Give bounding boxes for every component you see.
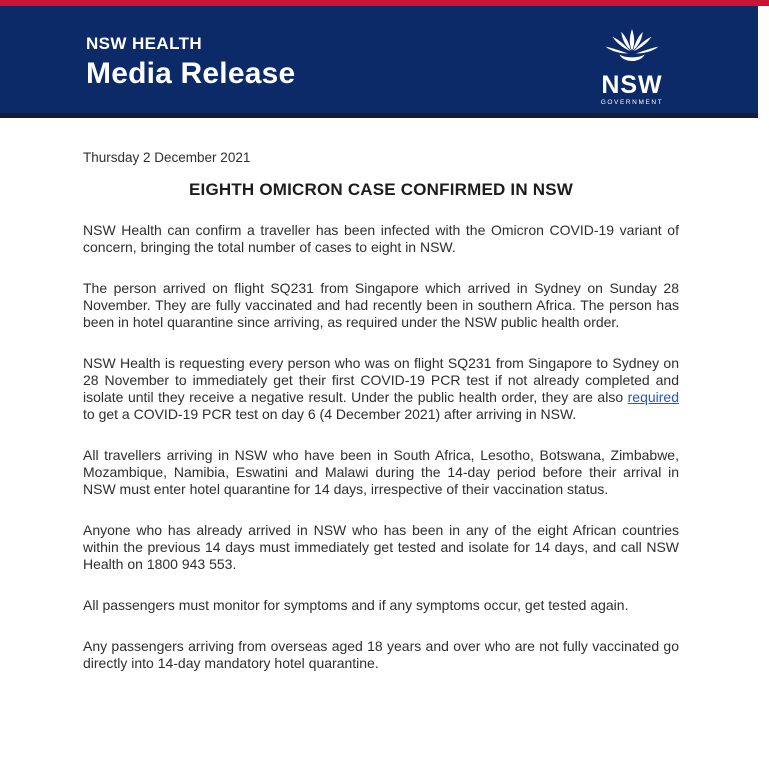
paragraph-2: The person arrived on flight SQ231 from Singapore which arrived in Sydney on Sunday 28 November. They are fully vaccinated and had recently been in southern Africa. The person has been in hotel quarantine since arriving, as required under the NSW public health order. [83, 280, 679, 330]
paragraph-3-post: to get a COVID-19 PCR test on day 6 (4 December 2021) after arriving in NSW. [83, 406, 577, 422]
waratah-icon [601, 28, 663, 72]
paragraph-5: Anyone who has already arrived in NSW who has been in any of the eight African countries within the previous 14 days must immediately get tested and isolate for 14 days, and call NSW Health on 1800 943 553. [83, 522, 679, 572]
article-body [83, 118, 679, 672]
logo-subtitle: GOVERNMENT [600, 99, 664, 106]
required-link[interactable]: required [627, 389, 679, 405]
header-banner [0, 6, 758, 118]
release-date: Thursday 2 December 2021 [83, 150, 251, 165]
nsw-government-logo [596, 28, 668, 107]
paragraph-3-pre: NSW Health is requesting every person who was on flight SQ231 from Singapore to Sydney on 28 November to immediately get their first COVID-19 PCR test if not already completed and isolate until they receive a negative result. Under the public health order, they are also [83, 355, 679, 405]
paragraph-3 [83, 355, 679, 423]
paragraph-6: All passengers must monitor for symptoms and if any symptoms occur, get tested again. [83, 597, 629, 613]
agency-name: NSW HEALTH [86, 34, 203, 53]
banner-text [86, 35, 295, 90]
logo-acronym: NSW [601, 71, 663, 99]
paragraph-7: Any passengers arriving from overseas aged 18 years and over who are not fully vaccinated go directly into 14-day mandatory hotel quarantine. [83, 638, 679, 671]
paragraph-4: All travellers arriving in NSW who have been in South Africa, Lesotho, Botswana, Zimbabwe, Mozambique, Namibia, Eswatini and Malawi during the 14-day period before their arrival in NSW must enter hotel quarantine for 14 days, irrespective of their vaccination status. [83, 447, 679, 497]
banner-title: Media Release [86, 56, 296, 90]
headline: EIGHTH OMICRON CASE CONFIRMED IN NSW [188, 180, 574, 199]
paragraph-1: NSW Health can confirm a traveller has been infected with the Omicron COVID-19 variant of concern, bringing the total number of cases to eight in NSW. [83, 222, 679, 255]
